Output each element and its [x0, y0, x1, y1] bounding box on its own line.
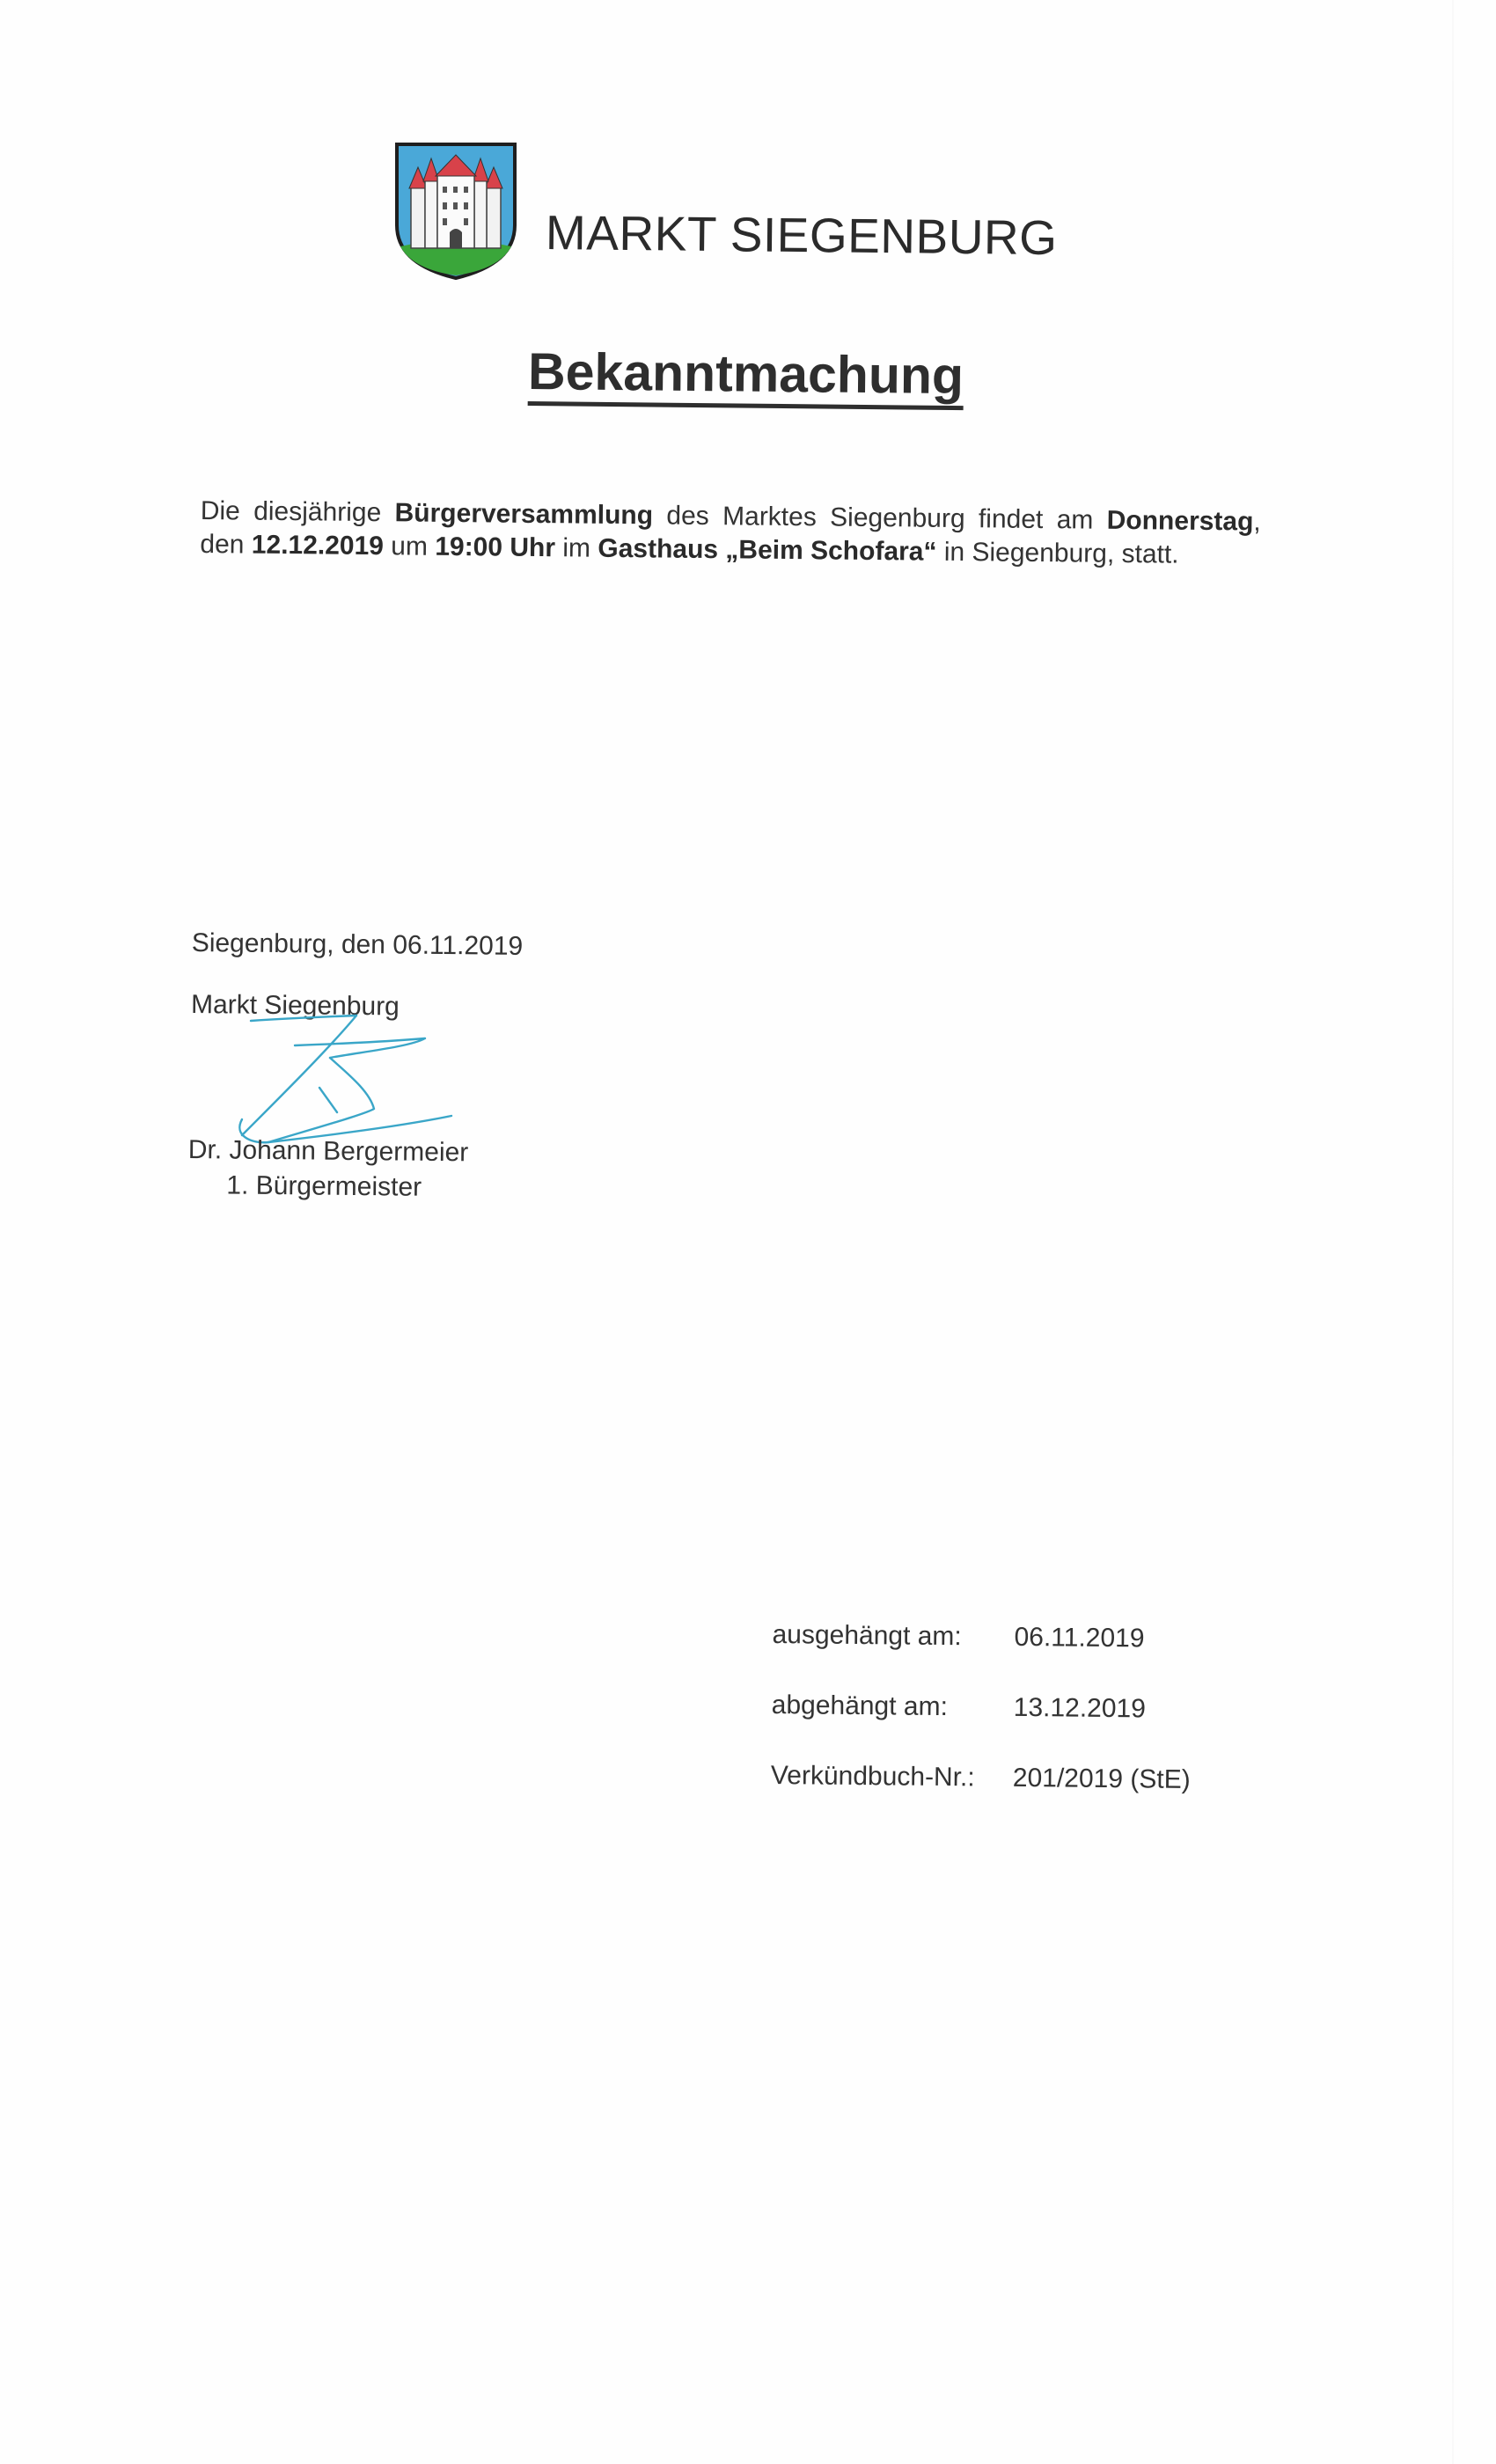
posting-value: 06.11.2019 [1014, 1622, 1145, 1654]
posting-label: Verkündbuch-Nr.: [770, 1760, 975, 1793]
signer-name: Dr. Johann Bergermeier [187, 1134, 469, 1168]
posting-row [772, 1600, 1192, 1675]
coat-of-arms-icon [393, 141, 518, 282]
body-text: des Marktes Siegenburg findet am [652, 501, 1107, 535]
signer-block [187, 1133, 468, 1206]
document-title: Bekanntmachung [528, 345, 964, 410]
posting-table [770, 1600, 1192, 1815]
body-text: um [383, 532, 436, 561]
posting-value: 13.12.2019 [1013, 1692, 1147, 1724]
organization-name: Markt Siegenburg [190, 989, 400, 1022]
announcement-text [200, 495, 1261, 573]
body-text: im [554, 533, 598, 563]
place-date: Siegenburg, den 06.11.2019 [191, 928, 524, 961]
body-text: in Siegenburg, statt. [936, 537, 1179, 569]
posting-label: abgehängt am: [771, 1690, 949, 1722]
body-text: , den [200, 507, 1261, 560]
signer-role: 1. Bürgermeister [226, 1170, 422, 1202]
municipality-name: MARKT SIEGENBURG [545, 205, 1058, 266]
posting-info [770, 1600, 1192, 1815]
emphasis-venue: Gasthaus „Beim Schofara“ [598, 533, 937, 567]
body-text: Die diesjährige [200, 495, 395, 528]
emphasis-event: Bürgerversammlung [394, 498, 654, 531]
posting-row [771, 1670, 1192, 1745]
emphasis-time: 19:00 Uhr [435, 532, 556, 563]
emphasis-date: 12.12.2019 [251, 530, 385, 561]
posting-row [770, 1741, 1191, 1815]
posting-label: ausgehängt am: [772, 1619, 962, 1652]
posting-value: 201/2019 (StE) [1012, 1763, 1191, 1794]
emphasis-weekday: Donnerstag [1106, 505, 1254, 537]
